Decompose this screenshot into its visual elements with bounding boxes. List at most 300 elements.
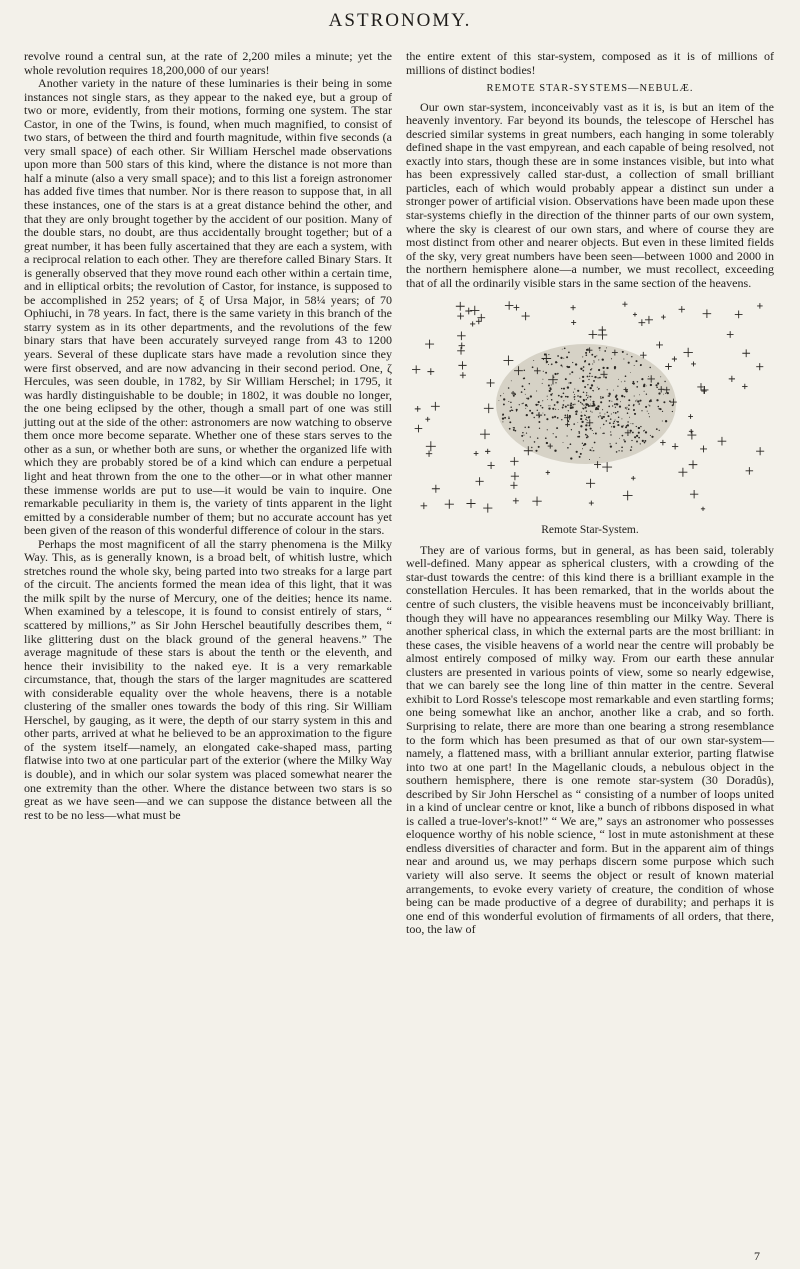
star-dust — [631, 447, 633, 449]
star-dust — [522, 386, 524, 388]
star-dust — [579, 456, 581, 458]
star-dust — [609, 422, 611, 424]
star-dust — [602, 433, 603, 434]
star-dust — [543, 359, 544, 360]
star-dust — [665, 393, 666, 394]
star — [672, 444, 678, 450]
star — [633, 313, 637, 317]
star-dust — [568, 410, 569, 411]
star-dust — [578, 431, 579, 432]
star-dust — [615, 396, 617, 398]
star — [691, 362, 696, 367]
star-dust — [566, 366, 568, 368]
star-dust — [633, 409, 635, 411]
star — [476, 319, 482, 325]
star-dust — [569, 415, 571, 417]
star-dust — [613, 423, 615, 425]
star-dust — [610, 419, 612, 421]
star-dust — [656, 387, 657, 388]
star-dust — [621, 395, 623, 397]
star-dust — [586, 355, 588, 357]
star-dust — [644, 391, 645, 392]
star-dust — [672, 411, 673, 412]
star-dust — [574, 394, 575, 395]
star-dust — [592, 364, 593, 365]
star-dust — [599, 413, 600, 414]
star-dust — [614, 366, 616, 368]
star-dust — [592, 430, 593, 431]
right-column — [406, 50, 774, 937]
star-dust — [583, 399, 585, 401]
star-dust — [646, 394, 647, 395]
star — [638, 320, 645, 327]
star-dust — [546, 442, 548, 444]
star-dust — [627, 422, 628, 423]
star-dust — [545, 438, 547, 440]
star-dust — [618, 417, 620, 419]
star-dust — [554, 404, 556, 406]
star-dust — [623, 440, 624, 441]
star — [510, 457, 518, 465]
star-dust — [614, 404, 616, 406]
star-dust — [577, 390, 579, 392]
star — [511, 472, 519, 480]
star-dust — [595, 433, 597, 435]
star-dust — [530, 396, 532, 398]
star-dust — [526, 398, 527, 399]
star-dust — [656, 399, 658, 401]
star-dust — [609, 400, 611, 402]
star-dust — [639, 400, 641, 402]
star-dust — [524, 427, 525, 428]
star-dust — [580, 402, 581, 403]
star-dust — [586, 395, 587, 396]
star-dust — [583, 405, 584, 406]
star-dust — [573, 424, 575, 426]
star-dust — [643, 384, 645, 386]
paragraph: They are of various forms, but in general, as has been said, tolerably well-defined. Many appear as spherical clusters, with a crowding of the star-dust towards the centre: of this kind there is a brilliant example in the constellation Hercules. It has been remarked, that in the worlds about the centre of such clusters, the visible heavens must be inconceivably brilliant, though they will have no appearances resembling our Milky Way. There is another spherical class, in which the external parts are the most brilliant: in these cases, the visible heavens of a world near the centre will probably be almost entirely composed of milky way. From our earth these annular clusters are presented in various points of view, some so nearly edgewise, that we can barely see the long line of thin matter in the centre. Several exhibit to Lord Rosse's telescope most remarkable and even startling forms; one being somewhat like an anchor, another like a crab, and so forth. Surprising to relate, there are more than one bearing a strong resemblance to the form which has been presumed as that of our own star-system—namely, a flattened mass, with a brilliant annular exterior, parting flatwise into two at one part! In the Magellanic clouds, a nebulous object in the southern hemisphere, there is one remote star-system (30 Doradûs), described by Sir John Herschel as “ consisting of a number of loops united in a kind of unclear centre or knot, like a bunch of ribbons disposed in what is called a true-lover's-knot!” “ We are,” says an astronomer who possesses eloquence worthy of his noble science, “ lost in mute astonishment at these endless diversities of character and form. But in the apparent aim of things near and around us, we may perhaps discern some purpose which such variety will also serve. It seems the object or result of known material arrangements, to evoke every variety of creature, the condition of whose being can be made productive of a degree of durability; and perhaps it is one end of this wonderful evolution of firmaments of all orders, that there, too, the law of — [406, 542, 774, 937]
star-dust — [607, 412, 609, 414]
star-dust — [634, 365, 635, 366]
star-dust — [563, 401, 564, 402]
star-dust — [510, 407, 511, 408]
star-dust — [628, 400, 630, 402]
star-dust — [545, 372, 547, 374]
star-dust — [524, 435, 525, 436]
star — [602, 462, 612, 472]
star — [458, 362, 466, 370]
star-dust — [610, 435, 611, 436]
star-dust — [549, 390, 551, 392]
star-dust — [630, 430, 632, 432]
star — [689, 429, 694, 434]
star-dust — [589, 449, 591, 451]
star-dust — [542, 383, 543, 384]
star-dust — [643, 431, 644, 432]
star-dust — [509, 428, 511, 430]
star — [623, 491, 633, 501]
star-dust — [600, 428, 601, 429]
star-dust — [656, 429, 658, 431]
star — [474, 451, 479, 456]
star-dust — [605, 377, 607, 379]
star-dust — [578, 401, 580, 403]
star-dust — [552, 408, 554, 410]
star-dust — [588, 379, 589, 380]
star — [513, 498, 519, 504]
star-dust — [580, 425, 582, 427]
star-dust — [534, 441, 536, 443]
star-dust — [550, 406, 551, 407]
star-dust — [598, 360, 599, 361]
star-dust — [603, 433, 605, 435]
star-dust — [611, 426, 612, 427]
star-dust — [602, 409, 603, 410]
star-dust — [569, 374, 570, 375]
star — [484, 404, 494, 414]
star-dust — [538, 421, 540, 423]
star-dust — [625, 427, 627, 429]
star-dust — [596, 356, 597, 357]
star-dust — [561, 419, 562, 420]
star-dust — [561, 388, 563, 390]
star — [503, 356, 513, 366]
star-dust — [600, 398, 601, 399]
star-dust — [588, 364, 590, 366]
star-dust — [522, 432, 523, 433]
star-dust — [585, 419, 587, 421]
star — [470, 322, 475, 327]
star-dust — [513, 395, 515, 397]
star-dust — [582, 449, 583, 450]
star-dust — [607, 390, 608, 391]
star — [598, 330, 608, 340]
star-dust — [650, 384, 652, 386]
star-dust — [599, 350, 600, 351]
star-dust — [632, 432, 634, 434]
star — [703, 310, 712, 319]
star-dust — [547, 396, 548, 397]
star-dust — [567, 405, 569, 407]
star-dust — [615, 420, 616, 421]
star-dust — [513, 427, 514, 428]
star-dust — [662, 411, 663, 412]
star-dust — [633, 383, 635, 385]
star-dust — [535, 450, 537, 452]
star-dust — [584, 415, 585, 416]
star-dust — [528, 427, 530, 429]
star-dust — [629, 417, 630, 418]
star-dust — [519, 404, 520, 405]
star-dust — [590, 428, 591, 429]
star-dust — [662, 421, 663, 422]
star-dust — [665, 420, 667, 422]
star-dust — [648, 413, 649, 414]
star-dust — [625, 376, 627, 378]
star-dust — [649, 406, 650, 407]
star — [661, 315, 666, 320]
star-dust — [555, 436, 557, 438]
star-dust — [635, 401, 636, 402]
star-dust — [575, 413, 577, 415]
star-dust — [527, 398, 529, 400]
star-dust — [647, 411, 648, 412]
star-dust — [510, 402, 511, 403]
star-dust — [586, 411, 587, 412]
star-dust — [524, 389, 525, 390]
star-dust — [539, 428, 540, 429]
star-dust — [616, 421, 617, 422]
star-dust — [616, 398, 618, 400]
star-dust — [570, 405, 572, 407]
star — [426, 442, 436, 452]
star-dust — [600, 402, 602, 404]
star — [412, 366, 420, 374]
star-dust — [574, 389, 575, 390]
star-dust — [620, 402, 621, 403]
star-dust — [532, 367, 534, 369]
star-dust — [636, 435, 638, 437]
star-dust — [531, 447, 532, 448]
star — [431, 402, 440, 411]
star-dust — [509, 422, 511, 424]
star-dust — [542, 413, 543, 414]
star-dust — [663, 402, 665, 404]
star-dust — [556, 427, 558, 429]
star-dust — [555, 382, 556, 383]
star-dust — [557, 417, 559, 419]
star-dust — [582, 357, 583, 358]
star-dust — [570, 458, 572, 460]
star — [589, 501, 594, 506]
star — [679, 306, 685, 312]
star-dust — [552, 417, 554, 419]
star-dust — [508, 418, 510, 420]
star-dust — [601, 417, 603, 419]
star-dust — [578, 436, 580, 438]
star — [426, 451, 432, 457]
star-dust — [658, 408, 659, 409]
star — [742, 384, 747, 389]
star-dust — [571, 407, 573, 409]
star-dust — [626, 407, 627, 408]
star-dust — [639, 395, 640, 396]
star-dust — [580, 418, 582, 420]
star-dust — [585, 352, 587, 354]
star-dust — [566, 357, 568, 359]
star-dust — [584, 386, 586, 388]
star-dust — [534, 417, 535, 418]
star-dust — [608, 406, 610, 408]
star-dust — [570, 382, 572, 384]
star-dust — [590, 400, 591, 401]
star — [466, 499, 475, 508]
star — [522, 312, 530, 320]
star-dust — [574, 399, 575, 400]
star-dust — [572, 362, 573, 363]
star-dust — [578, 432, 580, 434]
star-dust — [582, 404, 583, 405]
star — [586, 479, 595, 488]
star-dust — [538, 446, 540, 448]
star-dust — [523, 378, 524, 379]
star-dust — [579, 378, 580, 379]
star-dust — [548, 408, 550, 410]
running-header: ASTRONOMY. — [328, 10, 472, 31]
star-dust — [625, 408, 626, 409]
star-dust — [560, 357, 562, 359]
star-dust — [542, 401, 543, 402]
star-dust — [585, 429, 587, 431]
star — [483, 504, 492, 513]
star-dust — [555, 361, 557, 363]
star-dust — [663, 394, 664, 395]
star-dust — [587, 435, 588, 436]
star-dust — [592, 412, 593, 413]
star-dust — [514, 394, 516, 396]
star-dust — [531, 412, 533, 414]
star-dust — [649, 417, 650, 418]
star-dust — [508, 388, 510, 390]
star-dust — [552, 393, 553, 394]
star-dust — [548, 354, 549, 355]
star-dust — [503, 404, 505, 406]
star — [683, 348, 692, 357]
star — [427, 369, 434, 376]
star-dust — [568, 383, 569, 384]
star-dust — [525, 394, 526, 395]
star-dust — [597, 387, 598, 388]
star — [457, 347, 465, 355]
star-dust — [609, 443, 610, 444]
star — [421, 503, 428, 510]
star — [510, 482, 517, 489]
star-dust — [585, 404, 586, 405]
star-dust — [527, 406, 528, 407]
star — [432, 485, 440, 493]
star — [718, 437, 727, 446]
star-dust — [558, 409, 559, 410]
star-dust — [567, 447, 569, 449]
star-dust — [551, 399, 553, 401]
star-dust — [582, 443, 583, 444]
paragraph: revolve round a central sun, at the rate of 2,200 miles a minute; yet the whole revolution requires 18,200,000 of our years! — [24, 49, 392, 77]
star-dust — [567, 387, 569, 389]
star-dust — [627, 354, 628, 355]
star-dust — [630, 423, 631, 424]
star-dust — [638, 427, 640, 429]
star-dust — [515, 430, 517, 432]
star-dust — [564, 348, 566, 350]
star-dust — [542, 407, 544, 409]
star-dust — [570, 403, 572, 405]
star-dust — [587, 384, 588, 385]
star-dust — [616, 443, 617, 444]
star-dust — [500, 395, 501, 396]
star-dust — [615, 412, 617, 414]
star-dust — [590, 396, 592, 398]
star-dust — [634, 437, 636, 439]
star-dust — [583, 366, 585, 368]
star-dust — [553, 433, 554, 434]
star-dust — [619, 406, 621, 408]
star-dust — [619, 438, 620, 439]
star-dust — [649, 367, 650, 368]
star — [571, 320, 576, 325]
star-dust — [644, 440, 646, 442]
star-dust — [543, 371, 544, 372]
star-dust — [562, 349, 563, 350]
star-dust — [554, 450, 556, 452]
star-dust — [593, 403, 595, 405]
star-dust — [546, 418, 548, 420]
star-dust — [577, 395, 579, 397]
star-dust — [642, 440, 644, 442]
star-dust — [657, 383, 659, 385]
star-dust — [597, 377, 598, 378]
star-dust — [624, 396, 626, 398]
star-dust — [636, 360, 638, 362]
star-dust — [593, 433, 594, 434]
star-dust — [521, 435, 523, 437]
star-dust — [603, 424, 605, 426]
star-dust — [637, 381, 638, 382]
star-dust — [606, 348, 607, 349]
star-dust — [618, 379, 619, 380]
star-dust — [630, 449, 632, 451]
star-dust — [582, 380, 584, 382]
star-dust — [598, 369, 600, 371]
star-dust — [573, 392, 574, 393]
star-dust — [592, 447, 593, 448]
star-dust — [648, 405, 649, 406]
star-dust — [615, 407, 616, 408]
star — [687, 431, 696, 440]
star-dust — [640, 364, 642, 366]
star-dust — [537, 410, 538, 411]
star-dust — [523, 403, 524, 404]
star-dust — [593, 450, 594, 451]
star — [505, 301, 514, 310]
star-dust — [616, 451, 618, 453]
star-dust — [628, 362, 630, 364]
star-dust — [613, 412, 614, 413]
star-dust — [524, 370, 525, 371]
star-dust — [583, 392, 585, 394]
star — [672, 357, 677, 362]
star — [688, 414, 693, 419]
star-dust — [593, 361, 594, 362]
star — [689, 461, 698, 470]
star-dust — [538, 404, 539, 405]
star-dust — [594, 442, 596, 444]
star-dust — [582, 370, 584, 372]
star-dust — [587, 420, 588, 421]
star — [700, 446, 707, 453]
star-dust — [555, 373, 557, 375]
star-dust — [638, 432, 640, 434]
star-dust — [551, 364, 553, 366]
section-heading: REMOTE STAR-SYSTEMS—NEBULÆ. — [486, 83, 694, 95]
star-dust — [617, 411, 619, 413]
star-dust — [512, 410, 513, 411]
star-dust — [551, 385, 552, 386]
star-dust — [624, 441, 626, 443]
star — [445, 500, 454, 509]
star-dust — [617, 421, 619, 423]
star-field-engraving — [406, 294, 774, 522]
star-dust — [660, 377, 661, 378]
